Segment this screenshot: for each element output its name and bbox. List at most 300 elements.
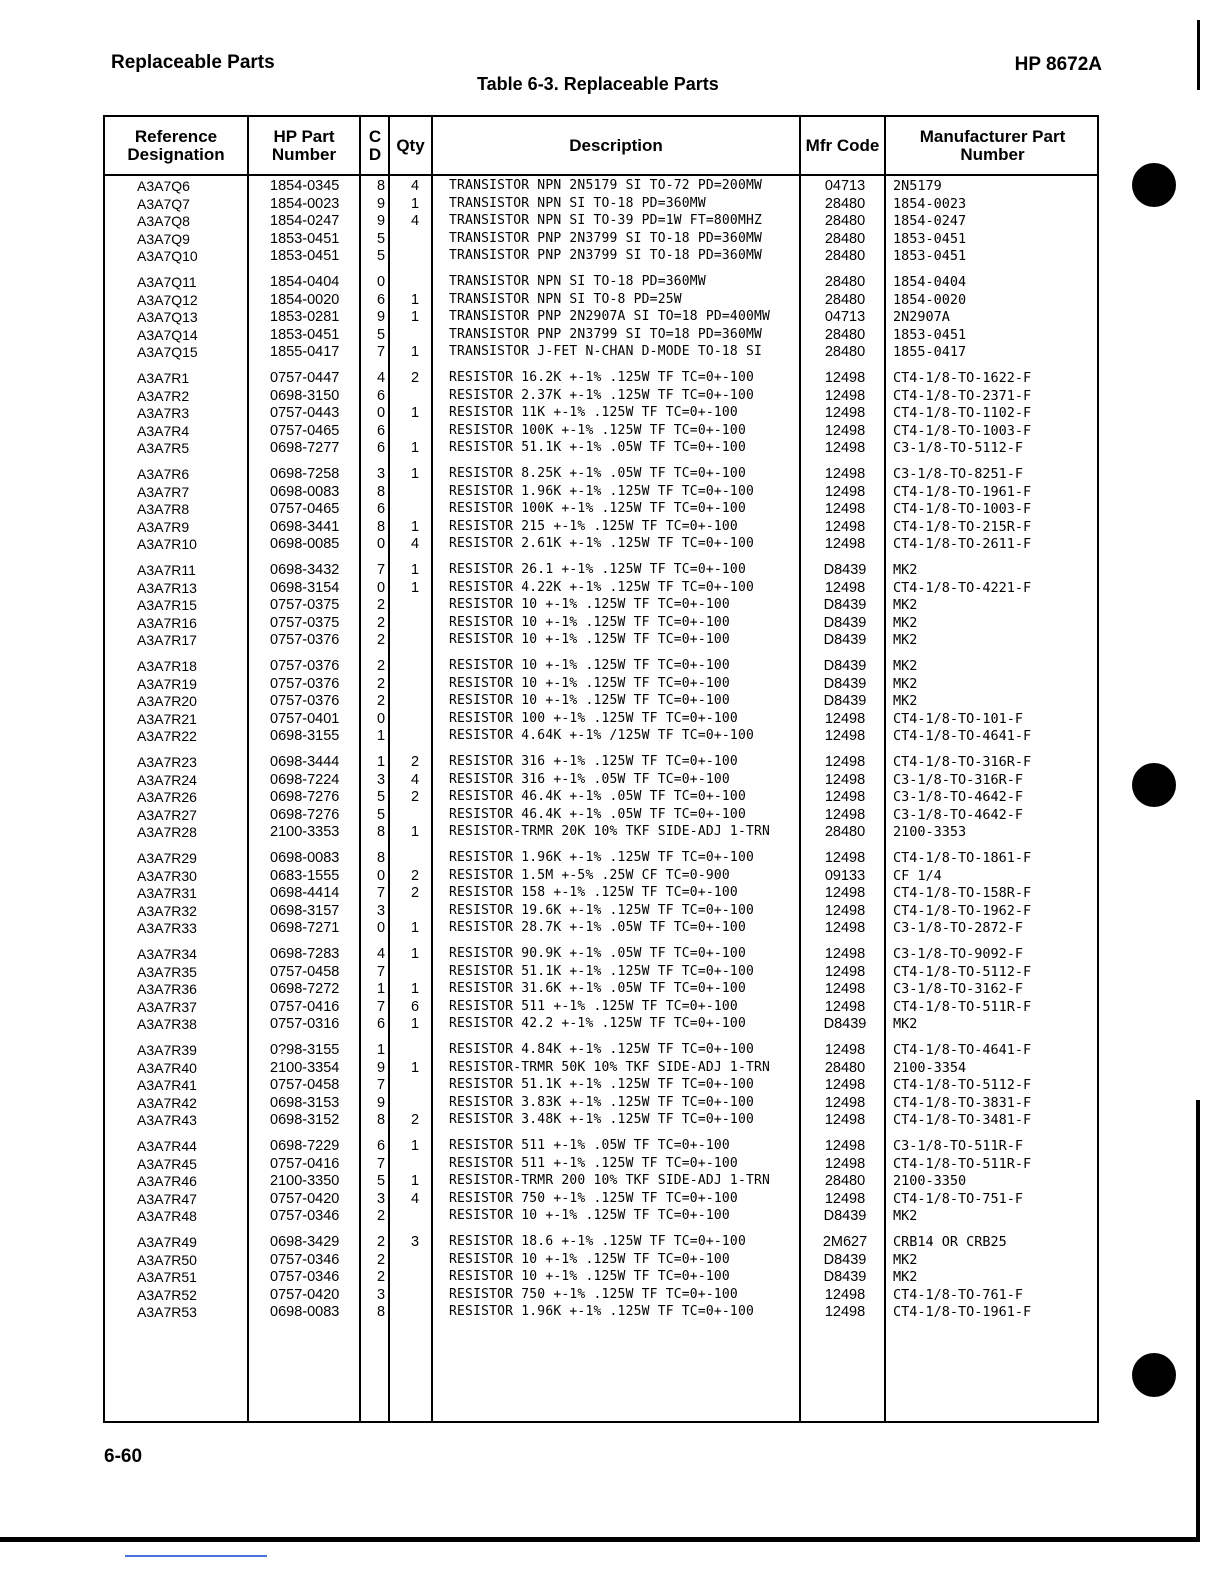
cd-digit: 2	[376, 614, 386, 631]
hp-part-number: 0757-0465	[270, 422, 340, 439]
cd-digit: 7	[376, 1155, 386, 1172]
hp-part-number: 1854-0404	[270, 274, 340, 290]
table-row	[105, 387, 1097, 405]
reference-designation: A3A7R46	[137, 1173, 197, 1189]
mfr-part-number: 2100-3350	[893, 1173, 967, 1189]
description: RESISTOR 10 +-1% .125W TF TC=0+-100	[449, 1269, 730, 1284]
reference-designation: A3A7R41	[137, 1077, 197, 1093]
mfr-part-number: CT4-1/8-TO-1961-F	[893, 483, 1032, 500]
table-row	[105, 273, 1097, 291]
mfr-code: 12498	[824, 1112, 866, 1128]
mfr-code: 12498	[824, 1155, 866, 1172]
table-row	[105, 675, 1097, 693]
reference-designation: A3A7R42	[137, 1094, 197, 1111]
mfr-code: 12498	[824, 885, 866, 901]
hp-part-number: 0698-0083	[270, 1304, 340, 1320]
description: RESISTOR 8.25K +-1% .05W TF TC=0+-100	[449, 466, 746, 481]
cd-digit: 9	[376, 195, 386, 212]
mfr-code: 12498	[824, 1094, 866, 1111]
mfr-part-number: CT4-1/8-TO-4641-F	[893, 728, 1032, 744]
hp-part-number: 0698-7283	[270, 946, 340, 962]
reference-designation: A3A7R13	[137, 579, 197, 596]
hp-part-number: 0757-0447	[270, 370, 340, 386]
description: RESISTOR 4.22K +-1% .125W TF TC=0+-100	[449, 579, 755, 595]
cd-digit: 6	[376, 1016, 386, 1032]
mfr-part-number: CT4-1/8-TO-1102-F	[893, 405, 1032, 421]
reference-designation: A3A7R15	[137, 597, 197, 613]
table-row	[105, 884, 1097, 902]
mfr-part-number: CT4-1/8-TO-215R-F	[893, 518, 1032, 535]
mfr-code: 12498	[824, 422, 866, 439]
table-row	[105, 1268, 1097, 1286]
description: RESISTOR 19.6K +-1% .125W TF TC=0+-100	[449, 902, 755, 918]
description: TRANSISTOR NPN SI TO-39 PD=1W FT=800MHZ	[449, 213, 763, 228]
description: RESISTOR 3.83K +-1% .125W TF TC=0+-100	[449, 1094, 755, 1110]
reference-designation: A3A7R27	[137, 806, 197, 823]
hp-part-number: 0698-7276	[270, 789, 340, 805]
description: RESISTOR 10 +-1% .125W TF TC=0+-100	[449, 1208, 730, 1223]
description: RESISTOR 1.96K +-1% .125W TF TC=0+-100	[449, 850, 755, 865]
reference-designation: A3A7R47	[137, 1190, 197, 1207]
reference-designation: A3A7R6	[137, 466, 190, 482]
quantity: 2	[410, 1112, 420, 1128]
quantity: 4	[410, 178, 420, 194]
quantity: 2	[410, 867, 420, 884]
hp-part-number: 1853-0451	[270, 248, 340, 264]
cd-digit: 2	[376, 1234, 386, 1250]
scan-artifact-line	[125, 1555, 267, 1557]
mfr-code: D8439	[823, 1251, 867, 1268]
mfr-part-number: MK2	[893, 597, 918, 613]
reference-designation: A3A7R2	[137, 387, 190, 404]
col-header-mfr-code: Mfr Code	[805, 135, 880, 155]
table-row	[105, 806, 1097, 824]
mfr-part-number: CT4-1/8-TO-511R-F	[893, 1155, 1032, 1172]
mfr-part-number: CT4-1/8-TO-4221-F	[893, 579, 1032, 596]
description: RESISTOR 18.6 +-1% .125W TF TC=0+-100	[449, 1234, 746, 1249]
table-row	[105, 1111, 1097, 1129]
mfr-code: 09133	[824, 867, 866, 884]
description: RESISTOR-TRMR 20K 10% TKF SIDE-ADJ 1-TRN	[449, 824, 771, 839]
reference-designation: A3A7R49	[137, 1234, 197, 1250]
mfr-part-number: CT4-1/8-TO-158R-F	[893, 885, 1032, 901]
cd-digit: 8	[376, 178, 386, 194]
reference-designation: A3A7R44	[137, 1138, 197, 1154]
reference-designation: A3A7R10	[137, 536, 197, 552]
cd-digit: 2	[376, 1269, 386, 1285]
table-row	[105, 369, 1097, 387]
description: RESISTOR 511 +-1% .125W TF TC=0+-100	[449, 998, 738, 1014]
description: TRANSISTOR J-FET N-CHAN D-MODE TO-18 SI	[449, 344, 763, 359]
mfr-part-number: CT4-1/8-TO-1961-F	[893, 1304, 1032, 1320]
table-row	[105, 579, 1097, 597]
cd-digit: 8	[376, 1112, 386, 1128]
mfr-part-number: C3-1/8-TO-316R-F	[893, 771, 1024, 788]
hp-part-number: 0698-4414	[270, 885, 340, 901]
table-row	[105, 422, 1097, 440]
mfr-code: 12498	[824, 710, 866, 727]
table-row	[105, 1207, 1097, 1225]
hp-part-number: 0757-0346	[270, 1251, 340, 1268]
table-row	[105, 1286, 1097, 1304]
bottom-rule	[0, 1537, 1200, 1542]
description: TRANSISTOR NPN SI TO-18 PD=360MW	[449, 195, 706, 211]
reference-designation: A3A7R31	[137, 885, 197, 901]
cd-digit: 0	[376, 405, 386, 421]
mfr-part-number: CT4-1/8-TO-101-F	[893, 710, 1024, 727]
quantity: 4	[410, 771, 420, 788]
cd-digit: 0	[376, 579, 386, 596]
description: RESISTOR 750 +-1% .125W TF TC=0+-100	[449, 1190, 738, 1206]
mfr-code: D8439	[823, 1269, 867, 1285]
mfr-code: 12498	[824, 998, 866, 1015]
description: RESISTOR 158 +-1% .125W TF TC=0+-100	[449, 885, 738, 900]
description: RESISTOR 100K +-1% .125W TF TC=0+-100	[449, 422, 746, 438]
cd-digit: 2	[376, 1208, 386, 1224]
mfr-code: 2M627	[822, 1234, 868, 1250]
reference-designation: A3A7R19	[137, 675, 197, 692]
mfr-code: 12498	[824, 405, 866, 421]
reference-designation: A3A7Q7	[137, 195, 190, 212]
cd-digit: 6	[376, 387, 386, 404]
quantity: 1	[410, 824, 420, 840]
table-row	[105, 902, 1097, 920]
cd-digit: 3	[376, 771, 386, 788]
description: RESISTOR 51.1K +-1% .125W TF TC=0+-100	[449, 1077, 755, 1092]
cd-digit: 5	[376, 789, 386, 805]
mfr-part-number: C3-1/8-TO-4642-F	[893, 806, 1024, 823]
cd-digit: 9	[376, 1094, 386, 1111]
mfr-part-number: C3-1/8-TO-9092-F	[893, 946, 1024, 962]
hp-part-number: 0757-0376	[270, 632, 340, 648]
reference-designation: A3A7R16	[137, 614, 197, 631]
hp-part-number: 1853-0451	[270, 326, 340, 343]
quantity: 1	[410, 466, 420, 482]
mfr-code: 28480	[824, 230, 866, 247]
cd-digit: 8	[376, 1304, 386, 1320]
table-row	[105, 308, 1097, 326]
quantity: 1	[410, 981, 420, 997]
hp-part-number: 0698-3432	[270, 562, 340, 578]
cd-digit: 6	[376, 422, 386, 439]
header-divider	[105, 174, 1097, 176]
cd-digit: 6	[376, 291, 386, 308]
table-row	[105, 692, 1097, 710]
mfr-code: 12498	[824, 1077, 866, 1093]
description: RESISTOR 42.2 +-1% .125W TF TC=0+-100	[449, 1016, 746, 1031]
running-header-right: HP 8672A	[1014, 54, 1102, 75]
mfr-part-number: CRB14 OR CRB25	[893, 1234, 1007, 1250]
table-row	[105, 753, 1097, 771]
mfr-part-number: C3-1/8-TO-4642-F	[893, 789, 1024, 805]
table-row	[105, 1172, 1097, 1190]
mfr-part-number: CT4-1/8-TO-3831-F	[893, 1094, 1032, 1111]
reference-designation: A3A7R9	[137, 518, 190, 535]
mfr-part-number: CT4-1/8-TO-1962-F	[893, 902, 1032, 919]
reference-designation: A3A7R7	[137, 483, 190, 500]
reference-designation: A3A7R53	[137, 1304, 197, 1320]
table-row	[105, 247, 1097, 265]
description: TRANSISTOR NPN SI TO-8 PD=25W	[449, 291, 682, 307]
hp-part-number: 0698-3152	[270, 1112, 340, 1128]
hp-part-number: 0698-7224	[270, 771, 340, 788]
mfr-part-number: CT4-1/8-TO-2611-F	[893, 536, 1032, 552]
quantity: 1	[410, 579, 420, 596]
mfr-part-number: MK2	[893, 1269, 918, 1285]
description: RESISTOR 10 +-1% .125W TF TC=0+-100	[449, 693, 730, 708]
mfr-part-number: 1854-0023	[893, 195, 967, 212]
binder-hole-icon	[1132, 163, 1176, 207]
cd-digit: 3	[376, 466, 386, 482]
quantity: 1	[410, 195, 420, 212]
cd-digit: 1	[376, 728, 386, 744]
cd-digit: 5	[376, 806, 386, 823]
mfr-part-number: CT4-1/8-TO-751-F	[893, 1190, 1024, 1207]
mfr-part-number: 1854-0020	[893, 291, 967, 308]
quantity: 1	[410, 1138, 420, 1154]
reference-designation: A3A7Q13	[137, 309, 198, 325]
mfr-part-number: C3-1/8-TO-5112-F	[893, 440, 1024, 456]
description: RESISTOR 3.48K +-1% .125W TF TC=0+-100	[449, 1112, 755, 1127]
reference-designation: A3A7R30	[137, 867, 197, 884]
mfr-part-number: CT4-1/8-TO-3481-F	[893, 1112, 1032, 1128]
reference-designation: A3A7R52	[137, 1286, 197, 1303]
cd-digit: 5	[376, 326, 386, 343]
table-row	[105, 343, 1097, 361]
cd-digit: 8	[376, 850, 386, 866]
table-row	[105, 1137, 1097, 1155]
mfr-code: D8439	[823, 693, 867, 709]
hp-part-number: 0698-3155	[270, 728, 340, 744]
cd-digit: 4	[376, 370, 386, 386]
mfr-part-number: 1854-0404	[893, 274, 967, 290]
description: TRANSISTOR PNP 2N3799 SI TO-18 PD=360MW	[449, 230, 763, 246]
cd-digit: 1	[376, 1042, 386, 1058]
reference-designation: A3A7R45	[137, 1155, 197, 1172]
description: RESISTOR-TRMR 200 10% TKF SIDE-ADJ 1-TRN	[449, 1173, 771, 1188]
hp-part-number: 0698-3441	[270, 518, 340, 535]
table-row	[105, 867, 1097, 885]
table-row	[105, 500, 1097, 518]
description: TRANSISTOR NPN 2N5179 SI TO-72 PD=200MW	[449, 178, 763, 193]
cd-digit: 7	[376, 998, 386, 1015]
reference-designation: A3A7Q14	[137, 326, 198, 343]
hp-part-number: 0698-7277	[270, 440, 340, 456]
mfr-part-number: CT4-1/8-TO-761-F	[893, 1286, 1024, 1303]
mfr-part-number: CT4-1/8-TO-5112-F	[893, 963, 1032, 980]
description: TRANSISTOR PNP 2N2907A SI TO=18 PD=400MW	[449, 309, 771, 324]
mfr-code: 12498	[824, 771, 866, 788]
mfr-part-number: CT4-1/8-TO-1003-F	[893, 422, 1032, 439]
mfr-code: 12498	[824, 1138, 866, 1154]
description: RESISTOR 100K +-1% .125W TF TC=0+-100	[449, 501, 746, 516]
quantity: 1	[410, 291, 420, 308]
table-row	[105, 404, 1097, 422]
mfr-code: 12498	[824, 920, 866, 936]
hp-part-number: 0757-0376	[270, 658, 340, 674]
table-row	[105, 291, 1097, 309]
cd-digit: 6	[376, 440, 386, 456]
quantity: 6	[410, 998, 420, 1015]
reference-designation: A3A7R24	[137, 771, 197, 788]
mfr-code: 28480	[824, 1059, 866, 1076]
hp-part-number: 0757-0458	[270, 963, 340, 980]
mfr-part-number: MK2	[893, 562, 918, 578]
quantity: 3	[410, 1234, 420, 1250]
reference-designation: A3A7R40	[137, 1059, 197, 1076]
mfr-code: D8439	[823, 632, 867, 648]
binder-hole-icon	[1132, 763, 1176, 807]
mfr-part-number: CT4-1/8-TO-1622-F	[893, 370, 1032, 386]
reference-designation: A3A7R11	[137, 562, 196, 578]
table-title: Table 6-3. Replaceable Parts	[477, 74, 719, 94]
mfr-code: 12498	[824, 536, 866, 552]
description: RESISTOR 511 +-1% .125W TF TC=0+-100	[449, 1155, 738, 1171]
mfr-part-number: MK2	[893, 1208, 918, 1224]
mfr-part-number: MK2	[893, 1251, 918, 1268]
hp-part-number: 0757-0376	[270, 693, 340, 709]
hp-part-number: 0757-0376	[270, 675, 340, 692]
mfr-part-number: MK2	[893, 1016, 918, 1032]
hp-part-number: 0757-0346	[270, 1208, 340, 1224]
quantity: 1	[410, 405, 420, 421]
col-header-reference: Reference Designation	[127, 126, 225, 164]
table-row	[105, 788, 1097, 806]
table-row	[105, 710, 1097, 728]
hp-part-number: 0698-0085	[270, 536, 340, 552]
cd-digit: 7	[376, 885, 386, 901]
table-row	[105, 849, 1097, 867]
mfr-code: 12498	[824, 981, 866, 997]
table-row	[105, 963, 1097, 981]
hp-part-number: 0698-0083	[270, 850, 340, 866]
table-row	[105, 596, 1097, 614]
table-row	[105, 657, 1097, 675]
mfr-code: 28480	[824, 344, 866, 360]
description: RESISTOR 28.7K +-1% .05W TF TC=0+-100	[449, 920, 746, 935]
mfr-code: 28480	[824, 326, 866, 343]
mfr-code: 12498	[824, 1304, 866, 1320]
table-row	[105, 518, 1097, 536]
mfr-part-number: 2N2907A	[893, 309, 950, 325]
reference-designation: A3A7Q15	[137, 344, 198, 360]
table-row	[105, 326, 1097, 344]
mfr-code: 12498	[824, 483, 866, 500]
description: RESISTOR 46.4K +-1% .05W TF TC=0+-100	[449, 789, 746, 804]
mfr-code: D8439	[823, 658, 867, 674]
description: RESISTOR 1.96K +-1% .125W TF TC=0+-100	[449, 1304, 755, 1319]
description: RESISTOR 2.61K +-1% .125W TF TC=0+-100	[449, 536, 755, 551]
mfr-part-number: 1853-0451	[893, 230, 967, 247]
mfr-code: 28480	[824, 291, 866, 308]
reference-designation: A3A7R50	[137, 1251, 197, 1268]
hp-part-number: 0698-3153	[270, 1094, 340, 1111]
mfr-part-number: MK2	[893, 675, 918, 692]
col-header-description: Description	[569, 135, 663, 155]
mfr-code: 12498	[824, 754, 866, 770]
description: RESISTOR 750 +-1% .125W TF TC=0+-100	[449, 1286, 738, 1302]
reference-designation: A3A7R22	[137, 728, 197, 744]
table-row	[105, 1041, 1097, 1059]
table-row	[105, 631, 1097, 649]
cd-digit: 7	[376, 562, 386, 578]
description: RESISTOR 1.96K +-1% .125W TF TC=0+-100	[449, 483, 755, 499]
col-header-qty: Qty	[396, 135, 425, 155]
description: RESISTOR 51.1K +-1% .125W TF TC=0+-100	[449, 963, 755, 979]
mfr-code: 12498	[824, 501, 866, 517]
description: RESISTOR 26.1 +-1% .125W TF TC=0+-100	[449, 562, 746, 577]
table-row	[105, 727, 1097, 745]
quantity: 1	[410, 344, 420, 360]
hp-part-number: 0757-0458	[270, 1077, 340, 1093]
mfr-part-number: MK2	[893, 658, 918, 674]
cd-digit: 4	[376, 946, 386, 962]
description: RESISTOR 1.5M +-5% .25W CF TC=0-900	[449, 867, 730, 883]
hp-part-number: 0698-3157	[270, 902, 340, 919]
description: RESISTOR 51.1K +-1% .05W TF TC=0+-100	[449, 440, 746, 455]
mfr-code: 28480	[824, 274, 866, 290]
col-header-hp-part: HP Part Number	[271, 126, 337, 164]
hp-part-number: 1853-0451	[270, 230, 340, 247]
mfr-part-number: C3-1/8-TO-511R-F	[893, 1138, 1024, 1154]
mfr-part-number: 1855-0417	[893, 344, 967, 360]
quantity: 1	[410, 1173, 420, 1189]
cd-digit: 9	[376, 309, 386, 325]
reference-designation: A3A7R29	[137, 850, 197, 866]
reference-designation: A3A7Q8	[137, 213, 190, 229]
reference-designation: A3A7R1	[137, 370, 190, 386]
quantity: 1	[410, 1059, 420, 1076]
hp-part-number: 0698-3154	[270, 579, 340, 596]
reference-designation: A3A7R5	[137, 440, 190, 456]
reference-designation: A3A7R26	[137, 789, 197, 805]
reference-designation: A3A7R48	[137, 1208, 197, 1224]
hp-part-number: 0?98-3155	[270, 1042, 340, 1058]
quantity: 2	[410, 370, 420, 386]
mfr-code: 12498	[824, 440, 866, 456]
hp-part-number: 1855-0417	[270, 344, 340, 360]
hp-part-number: 0757-0316	[270, 1016, 340, 1032]
hp-part-number: 0698-3150	[270, 387, 340, 404]
cd-digit: 2	[376, 658, 386, 674]
quantity: 1	[410, 920, 420, 936]
hp-part-number: 0683-1555	[270, 867, 340, 884]
mfr-code: D8439	[823, 1208, 867, 1224]
reference-designation: A3A7R39	[137, 1042, 197, 1058]
cd-digit: 0	[376, 867, 386, 884]
table-row	[105, 1190, 1097, 1208]
reference-designation: A3A7R23	[137, 754, 197, 770]
quantity: 2	[410, 754, 420, 770]
mfr-code: 12498	[824, 387, 866, 404]
description: RESISTOR 4.84K +-1% .125W TF TC=0+-100	[449, 1042, 755, 1057]
hp-part-number: 1854-0345	[270, 178, 340, 194]
hp-part-number: 0698-7276	[270, 806, 340, 823]
reference-designation: A3A7Q11	[137, 274, 197, 290]
description: RESISTOR 10 +-1% .125W TF TC=0+-100	[449, 675, 730, 691]
mfr-code: 12498	[824, 579, 866, 596]
quantity: 4	[410, 213, 420, 229]
page-number: 6-60	[104, 1446, 143, 1467]
hp-part-number: 0757-0465	[270, 501, 340, 517]
hp-part-number: 2100-3354	[270, 1059, 340, 1076]
table-row	[105, 1233, 1097, 1251]
description: RESISTOR 316 +-1% .05W TF TC=0+-100	[449, 771, 730, 787]
hp-part-number: 1854-0020	[270, 291, 340, 308]
description: RESISTOR 10 +-1% .125W TF TC=0+-100	[449, 614, 730, 630]
table-row	[105, 212, 1097, 230]
reference-designation: A3A7R8	[137, 501, 190, 517]
